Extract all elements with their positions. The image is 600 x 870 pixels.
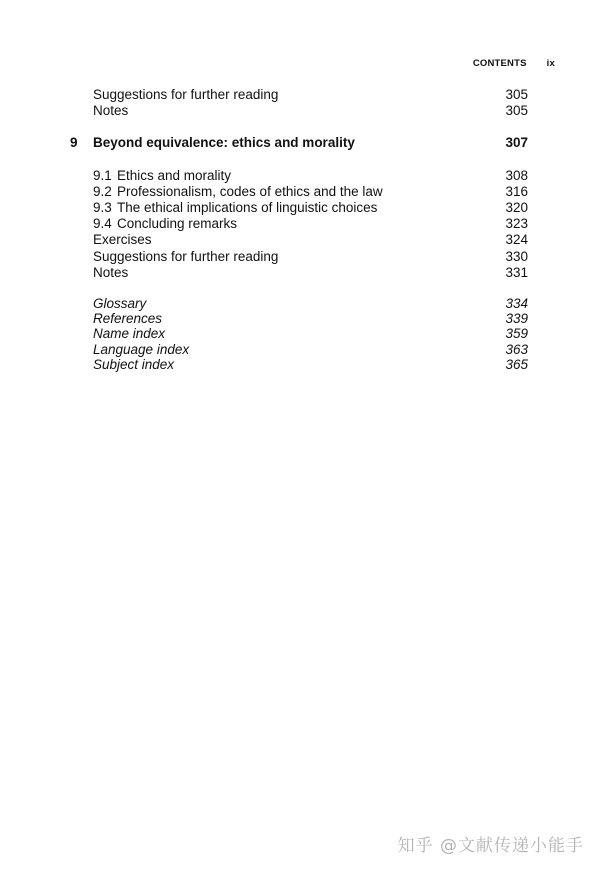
header-title: CONTENTS [472, 58, 527, 69]
section-page: 323 [505, 216, 528, 231]
section-number: 9.1 [93, 168, 112, 183]
toc-entry-page: 305 [505, 103, 528, 118]
toc-entry-page: 330 [505, 249, 528, 264]
watermark-text: 知乎 @文献传递小能手 [397, 836, 584, 856]
section-page: 320 [505, 200, 528, 215]
backmatter-title: Subject index [93, 357, 175, 372]
section-page: 308 [505, 168, 528, 183]
section-number: 9.3 [93, 200, 112, 215]
backmatter-title: Language index [93, 342, 190, 357]
chapter-number: 9 [70, 135, 78, 150]
toc-entry-page: 305 [505, 87, 528, 102]
toc-entry-title: Notes [93, 265, 129, 280]
backmatter-page: 365 [505, 357, 528, 372]
chapter-title: Beyond equivalence: ethics and morality [93, 135, 355, 150]
section-page: 316 [505, 184, 528, 199]
toc-entry-title: Suggestions for further reading [93, 87, 279, 102]
backmatter-page: 359 [505, 326, 528, 341]
backmatter-page: 363 [505, 342, 528, 357]
section-title: The ethical implications of linguistic choices [117, 200, 378, 215]
backmatter-page: 334 [505, 296, 528, 311]
section-title: Concluding remarks [117, 216, 238, 231]
backmatter-title: Glossary [93, 296, 147, 311]
header-page-number: ix [546, 58, 555, 69]
section-title: Ethics and morality [117, 168, 232, 183]
toc-entry-page: 331 [505, 265, 528, 280]
running-header [473, 58, 555, 69]
toc-entry-title: Exercises [93, 232, 152, 247]
section-title: Professionalism, codes of ethics and the law [117, 184, 383, 199]
backmatter-title: Name index [93, 326, 166, 341]
backmatter-page: 339 [505, 311, 528, 326]
section-number: 9.4 [93, 216, 112, 231]
backmatter-title: References [93, 311, 163, 326]
section-number: 9.2 [93, 184, 112, 199]
toc-entry-page: 324 [505, 232, 528, 247]
toc-entry-title: Notes [93, 103, 129, 118]
toc-entry-title: Suggestions for further reading [93, 249, 279, 264]
chapter-page: 307 [505, 135, 528, 150]
